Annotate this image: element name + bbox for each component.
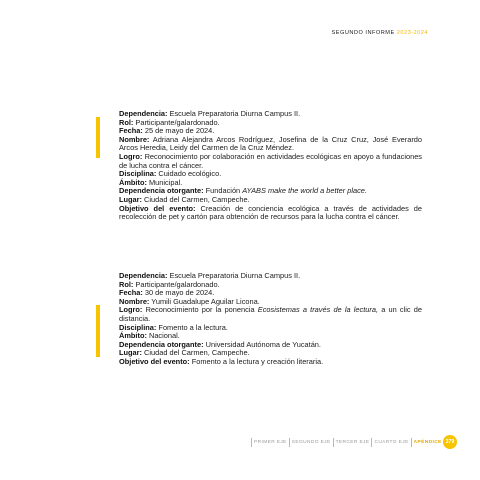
disciplina-line: Disciplina: Fomento a la lectura.: [119, 322, 228, 332]
header-years: 2023-2024: [396, 30, 428, 36]
header-prefix: SEGUNDO INFORME: [331, 30, 397, 36]
accent-bar-2: [96, 305, 100, 357]
fecha-line: Fecha: 25 de mayo de 2024.: [119, 126, 215, 136]
section-nav: [249, 436, 442, 448]
nav-item-segundo-eje[interactable]: SEGUNDO EJE: [291, 439, 331, 445]
nav-divider: [371, 438, 372, 447]
ambito-line: Ámbito: Nacional.: [119, 331, 180, 341]
nav-item-cuarto-eje[interactable]: CUARTO EJE: [374, 439, 409, 445]
rol-line: Rol: Participante/galardonado.: [119, 117, 220, 127]
dependencia-line: Dependencia: Escuela Preparatoria Diurna Campus II.: [119, 271, 301, 280]
nav-divider: [289, 438, 290, 447]
lugar-line: Lugar: Ciudad del Carmen, Campeche.: [119, 194, 250, 204]
nombre-line: Nombre: Yumili Guadalupe Aguilar Licona.: [119, 296, 260, 306]
dependencia-line: Dependencia: Escuela Preparatoria Diurna Campus II.: [119, 109, 301, 118]
nav-divider: [411, 438, 412, 447]
rol-line: Rol: Participante/galardonado.: [119, 279, 220, 289]
nav-divider: [333, 438, 334, 447]
nav-divider: [251, 438, 252, 447]
accent-bar-1: [96, 117, 100, 158]
lugar-line: Lugar: Ciudad del Carmen, Campeche.: [119, 348, 250, 358]
award-entry-1: [119, 110, 422, 222]
page-number-badge: 379: [443, 435, 457, 449]
nav-item-tercer-eje[interactable]: TERCER EJE: [335, 439, 370, 445]
ambito-line: Ámbito: Municipal.: [119, 177, 183, 187]
report-header: [332, 30, 428, 36]
objetivo-line: Objetivo del evento: Fomento a la lectura y creación literaria.: [119, 356, 324, 366]
nav-item-primer-eje[interactable]: PRIMER EJE: [254, 439, 287, 445]
fecha-line: Fecha: 30 de mayo de 2024.: [119, 288, 215, 298]
otorgante-line: Dependencia otorgante: Fundación AYABS make the world a better place.: [119, 186, 367, 196]
award-entry-2: [119, 272, 422, 367]
logro-line: Logro: Reconocimiento por la ponencia Ecosistemas a través de la lectura, a un clic de distancia.: [119, 305, 422, 323]
nav-item-apendice[interactable]: APÉNDICE: [413, 439, 442, 445]
otorgante-line: Dependencia otorgante: Universidad Autónoma de Yucatán.: [119, 339, 321, 349]
objetivo-line: Objetivo del evento: Creación de conciencia ecológica a través de actividades de recolección de pet y cartón para obtención de recursos para la lucha contra el cáncer.: [119, 203, 423, 222]
logro-line: Logro: Reconocimiento por colaboración en actividades ecológicas en apoyo a fundaciones de lucha contra el cáncer.: [119, 151, 422, 170]
disciplina-line: Disciplina: Cuidado ecológico.: [119, 169, 222, 179]
nombre-line: Nombre: Adriana Alejandra Arcos Rodríguez, Josefina de la Cruz Cruz, José Everardo Arcos Heredia, Leidy del Carmen de la Cruz Méndez.: [119, 134, 422, 153]
